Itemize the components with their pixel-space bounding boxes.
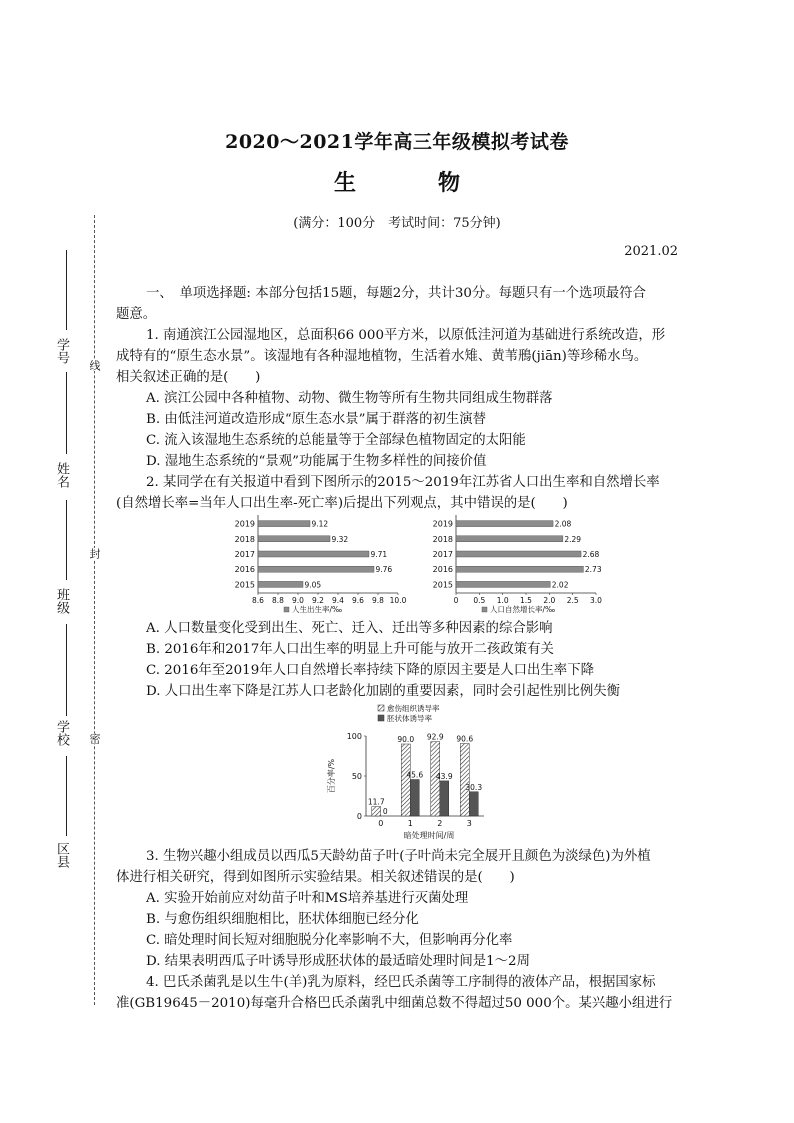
growth-rate-data-label: 2.08: [554, 519, 572, 529]
q2-stem-line2: (自然增长率=当年人口出生率-死亡率)后提出下列观点，其中错误的是( ): [116, 496, 568, 511]
induction-y-tick-label: 50: [351, 772, 362, 781]
binding-label-student-id: 学号: [54, 338, 69, 364]
q1-option-c: C. 流入该湿地生态系统的总能量等于全部绿色植物固定的太阳能: [146, 433, 526, 448]
growth-rate-bar: [456, 566, 583, 572]
subject-title: 生 物: [333, 170, 490, 196]
q1-stem-line1: 1. 南通滨江公园湿地区，总面积66 000平方米，以原低洼河道为基础进行系统改造，形: [146, 328, 666, 343]
embryoid-data-label: 0: [382, 807, 388, 816]
embryoid-bar: [440, 781, 449, 816]
growth-rate-category-label: 2018: [432, 534, 453, 544]
q2-option-d: D. 人口出生率下降是江苏人口老龄化加剧的重要因素，同时会引起性别比例失衡: [146, 684, 621, 699]
binding-dashed-line: [94, 215, 95, 1005]
binding-label-name: 姓名: [54, 462, 69, 488]
callus-data-label: 90.0: [397, 735, 415, 744]
callus-bar: [372, 807, 381, 816]
binding-label-class: 班级: [54, 588, 69, 614]
callus-data-label: 90.6: [456, 734, 474, 744]
birth-rate-bar: [258, 521, 310, 527]
birth-rate-data-label: 9.32: [331, 534, 349, 544]
growth-rate-data-label: 2.29: [564, 534, 582, 544]
induction-y-tick-label: 0: [356, 812, 362, 821]
q2-option-a: A. 人口数量变化受到出生、死亡、迁入、迁出等多种因素的综合影响: [146, 621, 553, 636]
binding-mark-secret: 密: [88, 733, 101, 744]
growth-rate-data-label: 2.68: [582, 550, 600, 559]
birth-rate-category-label: 2018: [234, 534, 255, 544]
growth-rate-legend-label: 人口自然增长率/‰: [490, 605, 556, 614]
binding-label-district: 区县: [54, 842, 69, 868]
birth-rate-category-label: 2016: [234, 565, 255, 575]
birth-rate-tick-label: 9.8: [372, 596, 384, 605]
legend-swatch-callus: [378, 705, 384, 711]
legend-label-embryoid: 胚状体诱导率: [387, 714, 432, 723]
growth-rate-tick-label: 2.0: [543, 596, 556, 605]
section-heading-line1: 一、 单项选择题: 本部分包括15题，每题2分，共计30分。每题只有一个选项最符合: [146, 286, 646, 301]
q4-stem-line2: 准(GB19645－2010)每毫升合格巴氏杀菌乳中细菌总数不得超过50 000个。某兴趣小组进行: [116, 996, 673, 1011]
growth-rate-bar: [456, 536, 563, 542]
induction-y-axis-title: 百分率/%: [327, 758, 336, 794]
birth-rate-bar: [258, 536, 330, 542]
growth-rate-tick-label: 0: [453, 596, 459, 605]
growth-rate-legend-swatch: [482, 607, 487, 612]
birth-rate-category-label: 2019: [234, 519, 255, 529]
exam-title: 2020～2021学年高三年级模拟考试卷: [225, 131, 569, 153]
embryoid-data-label: 45.6: [406, 770, 424, 780]
embryoid-bar: [469, 792, 478, 816]
binding-label-school: 学校: [54, 720, 69, 746]
legend-label-callus: 愈伤组织诱导率: [387, 704, 440, 713]
q3-option-c: C. 暗处理时间长短对细胞脱分化率影响不大，但影响再分化率: [146, 933, 513, 948]
embryoid-bar: [410, 780, 419, 816]
growth-rate-tick-label: 1.5: [520, 596, 532, 605]
q1-option-b: B. 由低洼河道改造形成“原生态水景”属于群落的初生演替: [146, 412, 487, 427]
q3-stem-line1: 3. 生物兴趣小组成员以西瓜5天龄幼苗子叶(子叶尚未完全展开且颜色为淡绿色)为外植: [146, 849, 651, 864]
induction-rate-chart: [318, 703, 518, 843]
q3-stem-line2: 体进行相关研究，得到如图所示实验结果。相关叙述错误的是( ): [116, 870, 515, 885]
callus-data-label: 11.7: [367, 797, 385, 807]
q4-stem-line1: 4. 巴氏杀菌乳是以生牛(羊)乳为原料，经巴氏杀菌等工序制得的液体产品，根据国家标: [146, 975, 656, 990]
binding-line-school: [66, 624, 67, 716]
birth-rate-bar: [258, 566, 374, 572]
growth-rate-category-label: 2019: [432, 519, 453, 529]
exam-note: (满分：100分 考试时间：75分钟): [293, 216, 501, 231]
legend-swatch-embryoid: [378, 715, 384, 721]
q3-option-a: A. 实验开始前应对幼苗子叶和MS培养基进行灭菌处理: [146, 891, 469, 906]
callus-bar: [460, 744, 469, 816]
section-heading-line2: 题意。: [116, 307, 157, 322]
growth-rate-tick-label: 2.5: [566, 596, 579, 605]
induction-x-tick-label: 0: [378, 819, 384, 828]
induction-x-tick-label: 1: [407, 819, 413, 828]
birth-rate-data-label: 9.76: [375, 565, 393, 575]
q3-option-d: D. 结果表明西瓜子叶诱导形成胚状体的最适暗处理时间是1～2周: [146, 954, 530, 969]
q2-option-c: C. 2016年至2019年人口自然增长率持续下降的原因主要是人口出生率下降: [146, 663, 594, 678]
birth-rate-data-label: 9.71: [370, 550, 388, 559]
growth-rate-category-label: 2017: [432, 550, 453, 559]
birth-rate-legend-swatch: [284, 607, 289, 612]
growth-rate-bar: [456, 551, 581, 557]
birth-rate-tick-label: 9.6: [352, 596, 364, 605]
growth-rate-category-label: 2015: [432, 580, 453, 590]
induction-x-tick-label: 2: [437, 819, 443, 828]
binding-line-district: [66, 756, 67, 836]
birth-rate-category-label: 2017: [234, 550, 255, 559]
binding-line-name: [66, 372, 67, 454]
growth-rate-tick-label: 0.5: [473, 596, 486, 605]
q2-option-b: B. 2016年和2017年人口出生率的明显上升可能与放开二孩政策有关: [146, 642, 554, 657]
birth-rate-tick-label: 10.0: [389, 596, 407, 605]
growth-rate-tick-label: 1.0: [496, 596, 509, 605]
birth-rate-tick-label: 9.2: [312, 596, 324, 605]
birth-rate-tick-label: 8.6: [252, 596, 264, 605]
growth-rate-bar: [456, 521, 553, 527]
induction-x-axis-title: 暗处理时间/周: [403, 831, 455, 840]
q1-option-d: D. 湿地生态系统的“景观”功能属于生物多样性的间接价值: [146, 454, 487, 469]
binding-line-id: [66, 250, 67, 330]
binding-mark-seal: 封: [88, 548, 101, 559]
exam-date: 2021.02: [624, 244, 678, 259]
q1-stem-line3: 相关叙述正确的是( ): [116, 370, 261, 385]
birth-rate-category-label: 2015: [234, 580, 255, 590]
binding-mark-line: 线: [88, 360, 101, 371]
growth-rate-bar: [456, 581, 550, 587]
growth-rate-chart: [420, 513, 600, 615]
birth-rate-data-label: 9.05: [304, 580, 322, 590]
induction-y-tick-label: 100: [346, 732, 362, 741]
induction-x-tick-label: 3: [466, 819, 472, 828]
callus-data-label: 92.9: [426, 732, 444, 742]
growth-rate-category-label: 2016: [432, 565, 453, 575]
q3-option-b: B. 与愈伤组织细胞相比，胚状体细胞已经分化: [146, 912, 419, 927]
growth-rate-data-label: 2.73: [584, 565, 602, 575]
embryoid-data-label: 43.9: [435, 771, 453, 781]
callus-bar: [401, 744, 410, 816]
birth-rate-legend-label: 人生出生率/‰: [292, 605, 343, 614]
birth-rate-tick-label: 9.0: [292, 596, 304, 605]
birth-rate-bar: [258, 551, 369, 557]
q1-stem-line2: 成特有的“原生态水景”。该湿地有各种湿地植物，生活着水雉、黄苇鳽(jiān)等珍稀水鸟。: [116, 349, 648, 364]
q1-option-a: A. 滨江公园中各种植物、动物、微生物等所有生物共同组成生物群落: [146, 391, 553, 406]
q2-stem-line1: 2. 某同学在有关报道中看到下图所示的2015～2019年江苏省人口出生率和自然增长率: [146, 475, 660, 490]
birth-rate-data-label: 9.12: [311, 519, 329, 529]
growth-rate-data-label: 2.02: [551, 580, 569, 590]
birth-rate-bar: [258, 581, 303, 587]
embryoid-data-label: 30.3: [465, 782, 483, 792]
birth-rate-tick-label: 9.4: [332, 596, 344, 605]
growth-rate-tick-label: 3.0: [590, 596, 602, 605]
binding-line-class: [66, 500, 67, 580]
birth-rate-tick-label: 8.8: [272, 596, 284, 605]
birth-rate-chart: [222, 513, 407, 615]
